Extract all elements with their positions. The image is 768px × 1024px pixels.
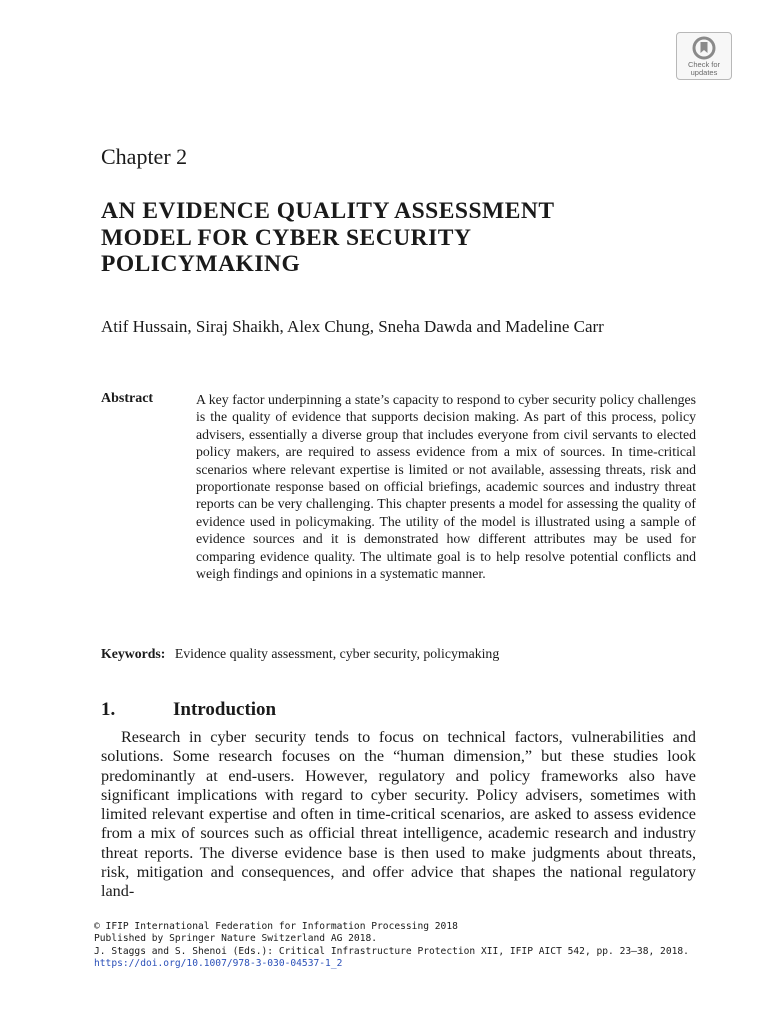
keywords-line <box>101 645 701 662</box>
abstract-label: Abstract <box>101 391 154 406</box>
author-list: Atif Hussain, Siraj Shaikh, Alex Chung, Sneha Dawda and Madeline Carr <box>101 317 604 336</box>
doi-link[interactable]: https://doi.org/10.1007/978-3-030-04537-1_2 <box>94 958 343 970</box>
title-line: MODEL FOR CYBER SECURITY <box>101 224 472 251</box>
footer-citation: J. Staggs and S. Shenoi (Eds.): Critical Infrastructure Protection XII, IFIP AICT 542, pp. 23–38, 2018. <box>94 945 689 957</box>
section-heading <box>101 699 276 721</box>
badge-label-line2: updates <box>690 68 718 77</box>
paper-title <box>101 198 701 278</box>
footer-notes <box>94 921 704 971</box>
chapter-number: Chapter 2 <box>101 144 188 169</box>
keywords-label: Keywords: <box>101 646 166 661</box>
keywords-text: Evidence quality assessment, cyber security, policymaking <box>174 646 500 661</box>
bookmark-ring-icon <box>692 36 716 60</box>
title-line: POLICYMAKING <box>101 251 301 277</box>
badge-label <box>677 61 731 77</box>
abstract-text: A key factor underpinning a state’s capacity to respond to cyber security policy challenges is the quality of evidence that supports decision making. As part of this process, policy advisers, essentially a diverse group that includes everyone from civil servants to elected policy makers, are required to assess evidence from a mix of sources. In time-critical scenarios where relevant expertise is limited or not available, assessing threats, risk and proportionate response based on official briefings, academic sources and industry threat reports can be very challenging. This chapter presents a model for assessing the quality of evidence used in policymaking. The utility of the model is illustrated using a sample of evidence sources and it is demonstrated how different attributes may be used for comparing evidence quality. The ultimate goal is to help resolve potential conflicts and weigh findings and opinions in a systematic manner. <box>196 392 696 582</box>
badge-label-line1: Check for <box>687 60 721 69</box>
section-number: 1. <box>101 699 116 720</box>
check-for-updates-badge[interactable] <box>676 32 732 80</box>
footer-copyright: © IFIP International Federation for Information Processing 2018 <box>94 921 458 932</box>
title-line: AN EVIDENCE QUALITY ASSESSMENT <box>101 198 555 224</box>
footer-publisher: Published by Springer Nature Switzerland AG 2018. <box>94 933 378 945</box>
section-title: Introduction <box>173 699 277 720</box>
introduction-paragraph: Research in cyber security tends to focus on technical factors, vulnerabilities and solutions. Some research focuses on the “human dimension,” but these studies look predominantly at end-users. However, regulatory and policy frameworks also have significant implications with regard to cyber security. Policy advisers, sometimes with limited relevant expertise and often in time-critical scenarios, are asked to assess evidence from a mix of sources such as official threat intelligence, academic research and industry threat reports. The diverse evidence base is then used to make judgments about threats, risk, mitigation and consequences, and offer advice that shapes the national regulatory land- <box>101 728 696 901</box>
